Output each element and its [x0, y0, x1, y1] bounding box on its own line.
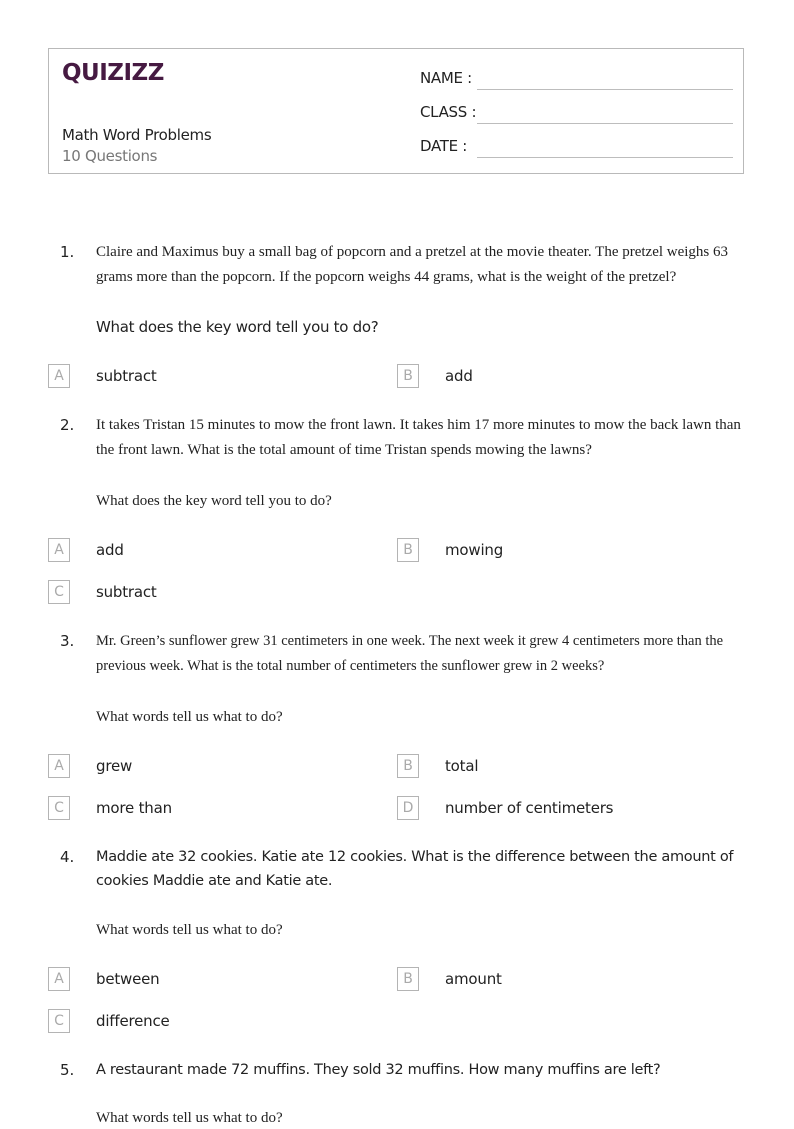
question-prompt: What words tell us what to do? [96, 709, 283, 725]
question-number: 5. [60, 1061, 75, 1079]
name-field[interactable] [420, 67, 733, 91]
option-text[interactable]: more than [96, 799, 172, 817]
question-text: Claire and Maximus buy a small bag of popcorn and a pretzel at the movie theater. The pretzel weighs 63 grams more than the popcorn. If the popcorn weighs 44 grams, what is the weight of the pretzel? [96, 244, 729, 285]
name-label: NAME : [420, 69, 472, 87]
option-letter-box[interactable]: B [397, 364, 419, 388]
question-number: 2. [60, 416, 75, 434]
option-letter-box[interactable]: A [48, 754, 70, 778]
option-text[interactable]: add [96, 541, 124, 559]
worksheet-header [48, 48, 744, 174]
option-letter-box[interactable]: C [48, 1009, 70, 1033]
option-letter-box[interactable]: A [48, 538, 70, 562]
class-line[interactable] [477, 123, 733, 124]
option-letter-box[interactable]: A [48, 967, 70, 991]
option-text[interactable]: subtract [96, 583, 157, 601]
option-text[interactable]: amount [445, 970, 502, 988]
option-text[interactable]: between [96, 970, 160, 988]
question-prompt: What does the key word tell you to do? [96, 318, 379, 336]
option-letter-box[interactable]: B [397, 754, 419, 778]
option-text[interactable]: difference [96, 1012, 170, 1030]
question-text: Mr. Green’s sunflower grew 31 centimeters in one week. The next week it grew 4 centimeters more than the previous week. What is the total number of centimeters the sunflower grew in 2 weeks? [96, 633, 724, 674]
question-number: 1. [60, 243, 75, 261]
option-letter-box[interactable]: C [48, 796, 70, 820]
option-text[interactable]: grew [96, 757, 133, 775]
question-prompt: What does the key word tell you to do? [96, 493, 332, 509]
option-letter-box[interactable]: B [397, 967, 419, 991]
question-text: Maddie ate 32 cookies. Katie ate 12 cookies. What is the difference between the amount of cookies Maddie ate and Katie ate. [96, 849, 734, 889]
question-number: 4. [60, 848, 75, 866]
option-letter-box[interactable]: C [48, 580, 70, 604]
option-text[interactable]: total [445, 757, 479, 775]
question-prompt: What words tell us what to do? [96, 1110, 283, 1126]
question-prompt: What words tell us what to do? [96, 922, 283, 938]
class-field[interactable] [420, 101, 733, 125]
option-text[interactable]: subtract [96, 367, 157, 385]
option-text[interactable]: add [445, 367, 473, 385]
option-letter-box[interactable]: A [48, 364, 70, 388]
option-text[interactable]: number of centimeters [445, 799, 614, 817]
quizizz-logo: QUIZIZZ [62, 60, 164, 86]
worksheet-title: Math Word Problems [62, 126, 212, 144]
date-field[interactable] [420, 135, 733, 159]
question-text: It takes Tristan 15 minutes to mow the front lawn. It takes him 17 more minutes to mow the back lawn than the front lawn. What is the total amount of time Tristan spends mowing the lawns? [96, 417, 741, 458]
option-letter-box[interactable]: B [397, 538, 419, 562]
name-line[interactable] [477, 89, 733, 90]
option-letter-box[interactable]: D [397, 796, 419, 820]
option-text[interactable]: mowing [445, 541, 504, 559]
date-line[interactable] [477, 157, 733, 158]
question-text: A restaurant made 72 muffins. They sold 32 muffins. How many muffins are left? [96, 1062, 661, 1078]
date-label: DATE : [420, 137, 468, 155]
question-number: 3. [60, 632, 75, 650]
question-count: 10 Questions [62, 147, 158, 165]
class-label: CLASS : [420, 103, 477, 121]
